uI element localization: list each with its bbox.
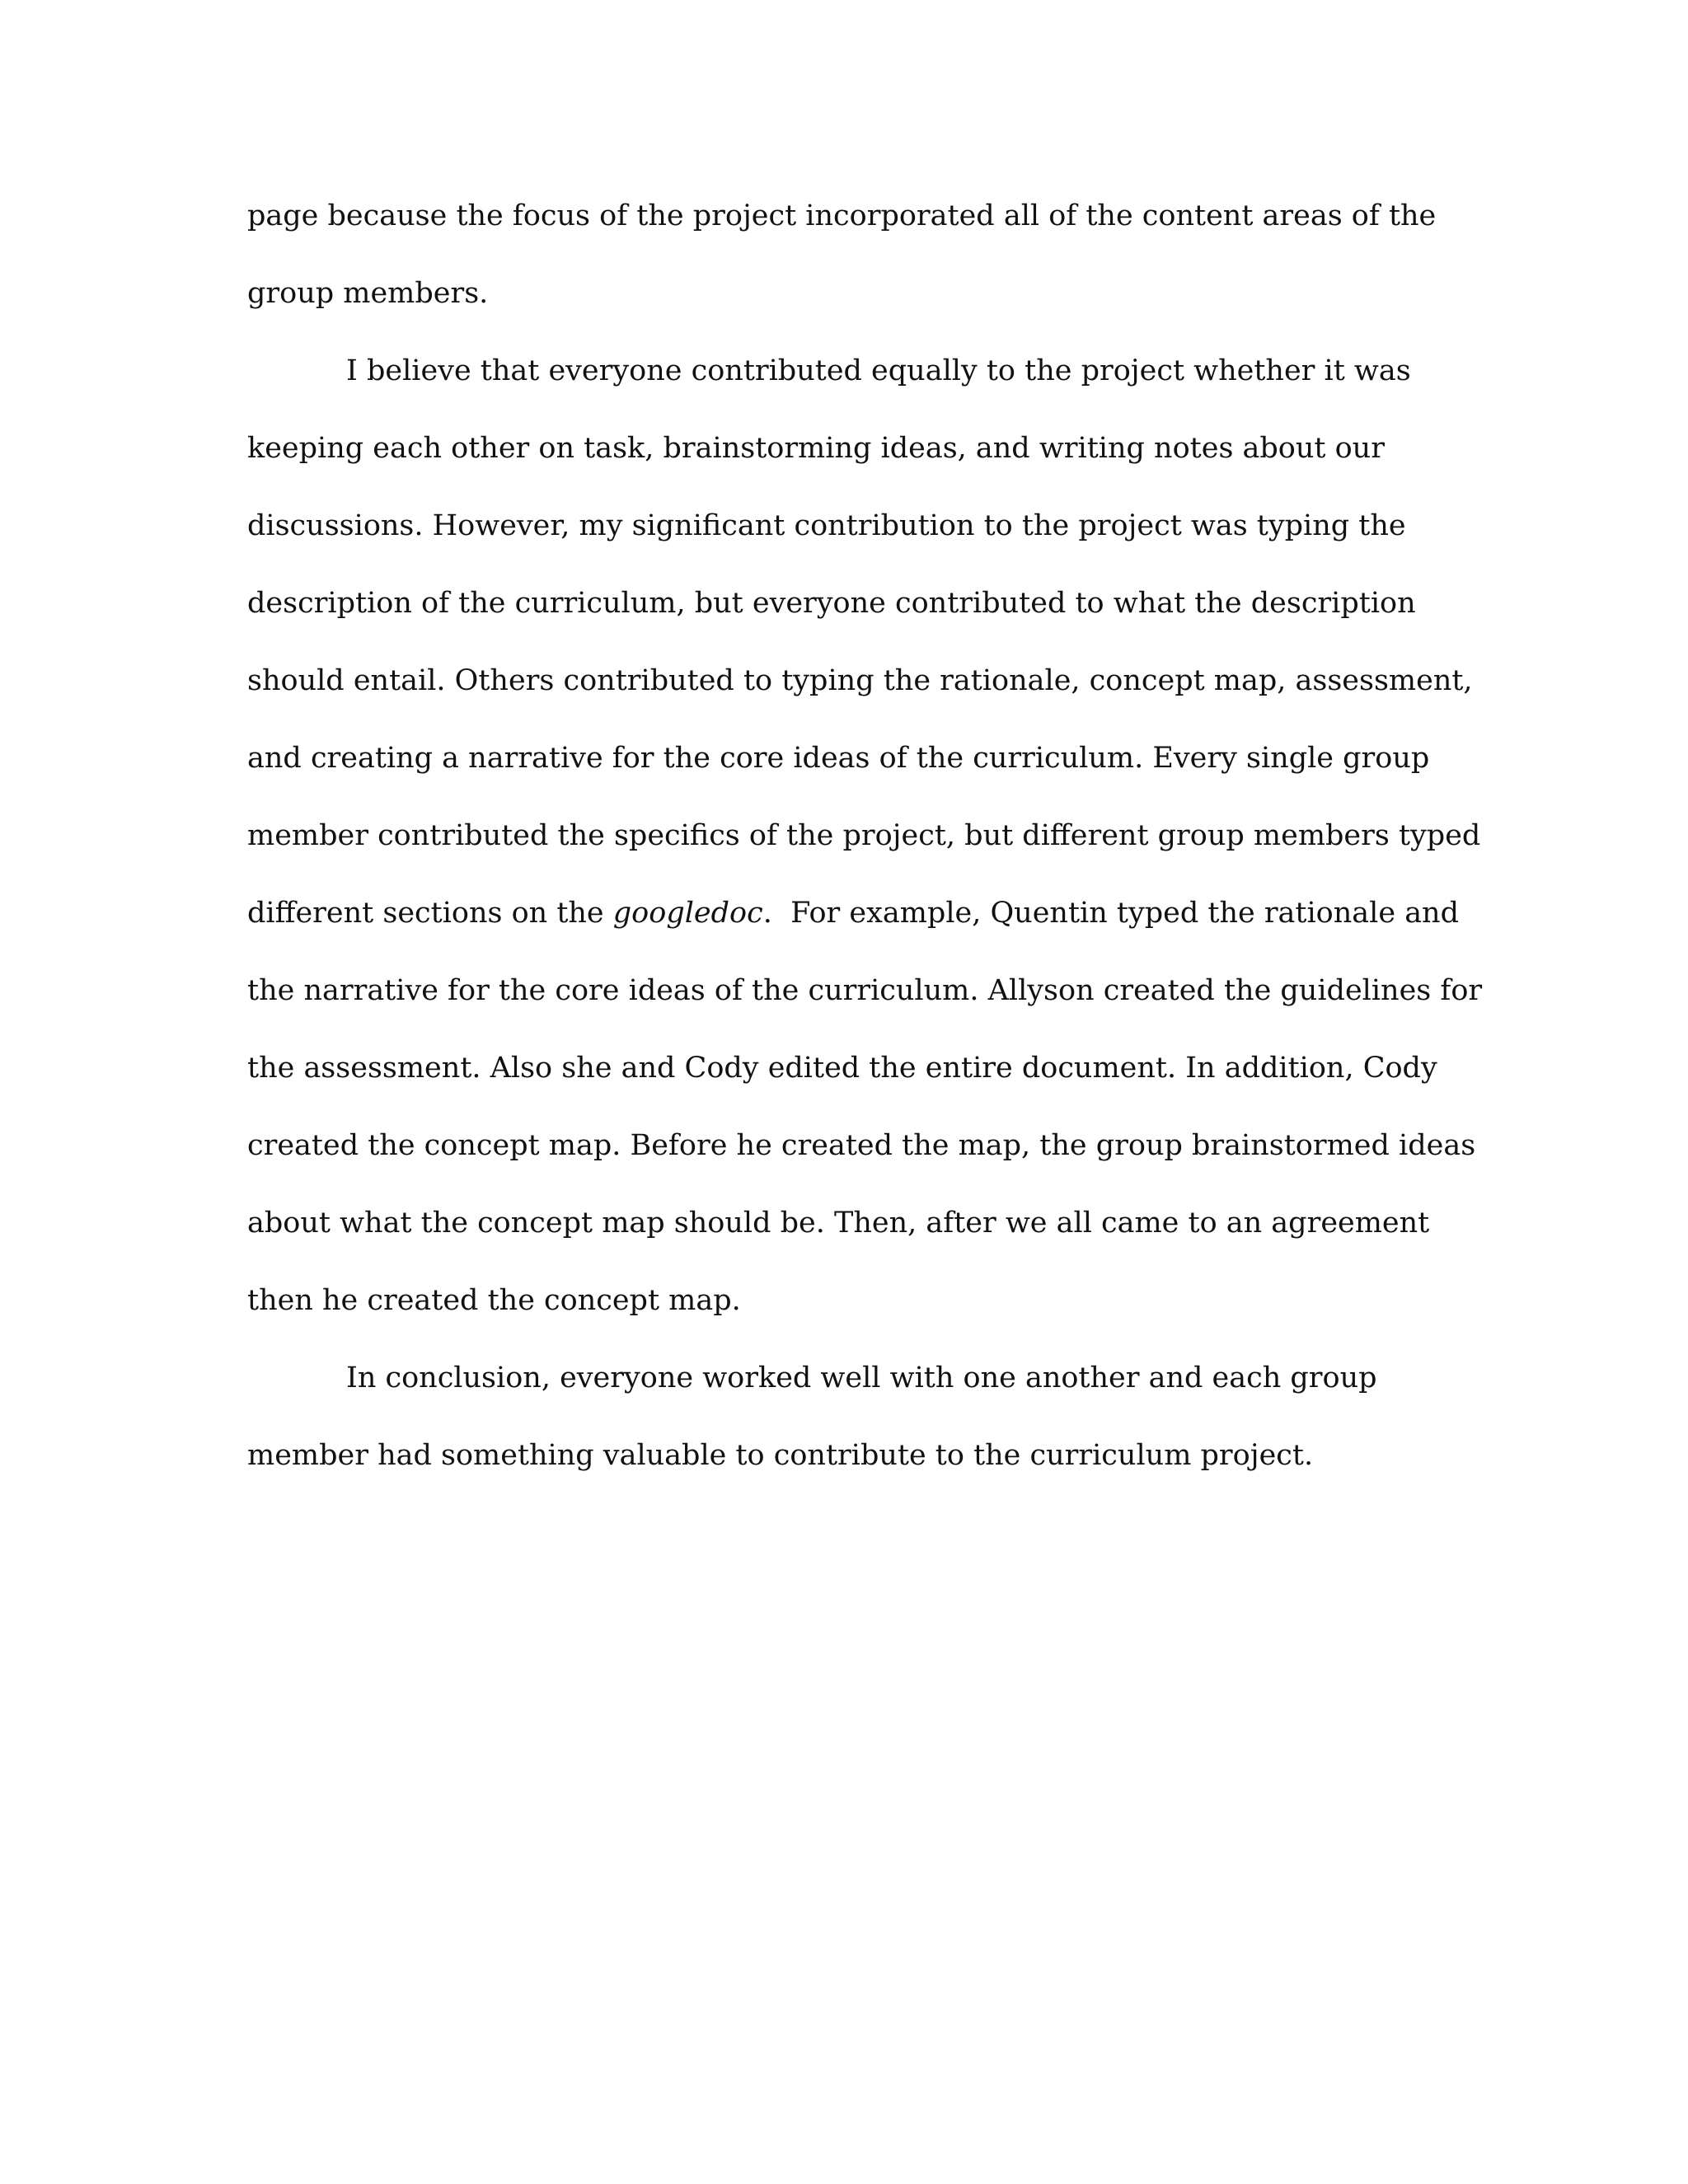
text-segment: different sections on the <box>247 897 613 930</box>
text-line: group members. <box>247 277 489 310</box>
text-line: the assessment. Also she and Cody edited the entire document. In addition, Cody <box>247 1052 1437 1085</box>
text-line: created the concept map. Before he created the map, the group brainstormed ideas <box>247 1129 1476 1162</box>
paragraph-contributions <box>247 346 1483 1353</box>
text-line: description of the curriculum, but everyone contributed to what the description <box>247 587 1416 620</box>
text-segment: . For example, Quentin typed the rationale and <box>762 897 1460 930</box>
text-line: and creating a narrative for the core ideas of the curriculum. Every single group <box>247 742 1430 775</box>
text-line: then he created the concept map. <box>247 1284 741 1317</box>
text-line: keeping each other on task, brainstorming ideas, and writing notes about our <box>247 432 1385 465</box>
paragraph-continuation <box>247 191 1442 346</box>
text-line: member had something valuable to contribute to the curriculum project. <box>247 1439 1314 1472</box>
text-line: discussions. However, my significant contribution to the project was typing the <box>247 509 1406 542</box>
text-line: member contributed the specifics of the project, but different group members typed <box>247 819 1481 852</box>
text-line <box>247 888 1460 966</box>
text-line: should entail. Others contributed to typing the rationale, concept map, assessment, <box>247 664 1473 697</box>
text-line: the narrative for the core ideas of the curriculum. Allyson created the guidelines for <box>247 974 1483 1007</box>
text-line: about what the concept map should be. Then, after we all came to an agreement <box>247 1207 1430 1240</box>
text-line: In conclusion, everyone worked well with one another and each group <box>346 1361 1377 1394</box>
document-body <box>247 191 1483 1508</box>
text-line: page because the focus of the project incorporated all of the content areas of the <box>247 199 1437 232</box>
italic-term: googledoc <box>612 897 763 930</box>
text-line: I believe that everyone contributed equally to the project whether it was <box>346 354 1411 387</box>
paragraph-conclusion <box>247 1353 1442 1508</box>
